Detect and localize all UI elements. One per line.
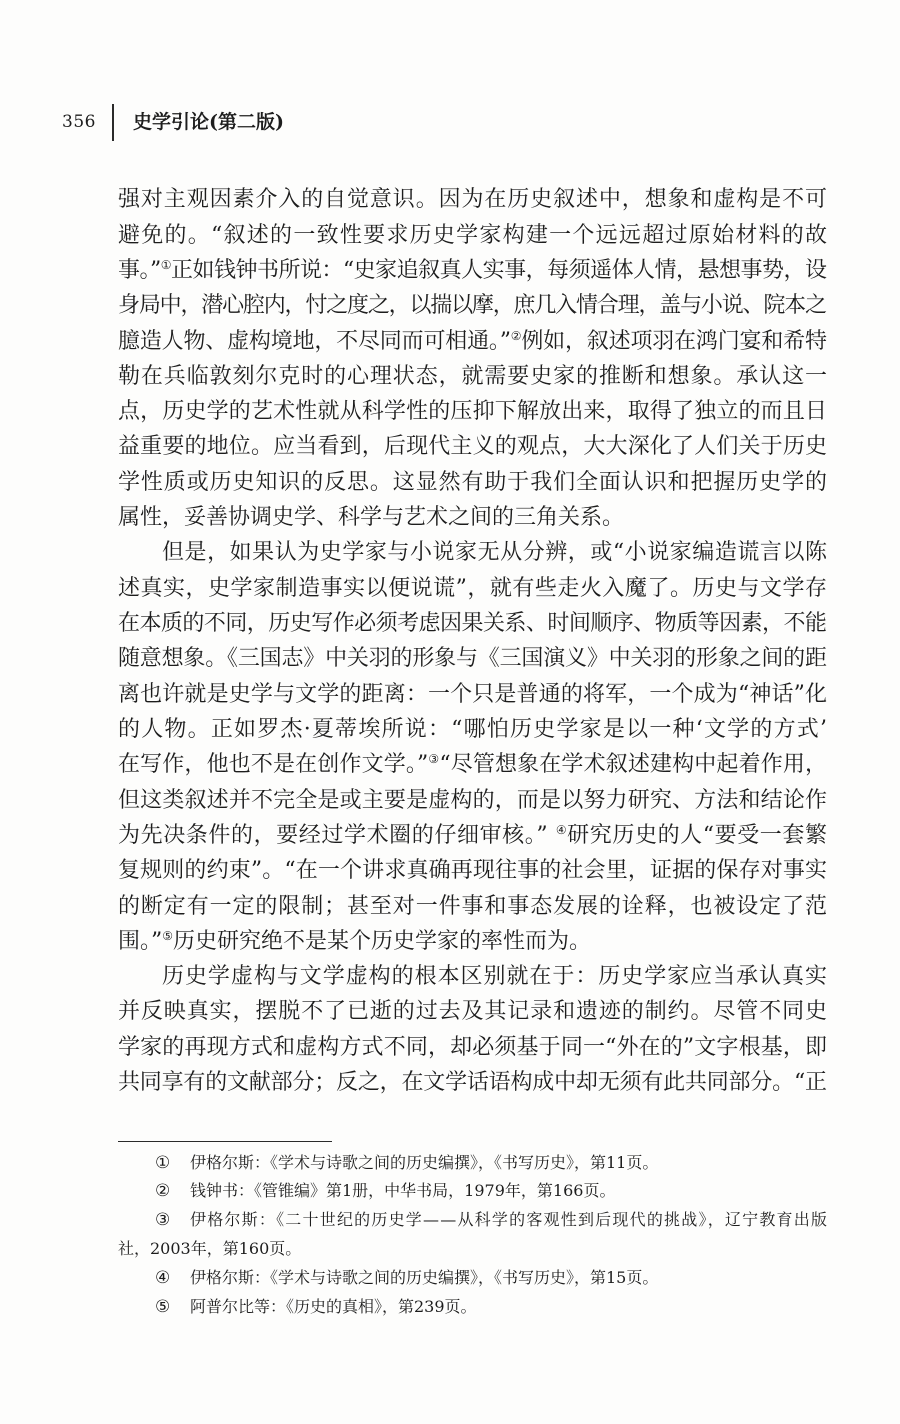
footnote-text: 社，2003年，第160页。 [118, 1238, 302, 1258]
text-run: 述真实，史学家制造事实以便说谎”，就有些走火入魔了。历史与文学存 [118, 575, 828, 601]
footnote-mark: ⑤ [155, 1296, 171, 1317]
text-line [118, 359, 827, 394]
text-line [118, 994, 827, 1029]
footnote-line [118, 1264, 827, 1293]
footnote-mark: ② [155, 1181, 171, 1202]
text-run: 属性，妥善协调史学、科学与艺术之间的三角关系。 [118, 505, 625, 531]
text-run: 学家的再现方式和虚构方式不同，却必须基于同一“外在的”文字根基，即 [118, 1034, 828, 1060]
text-run: 在本质的不同，历史写作必须考虑因果关系、时间顺序、物质等因素，不能 [118, 611, 827, 637]
running-title: 史学引论(第二版) [133, 111, 284, 133]
footnote-ref: ② [510, 328, 522, 343]
footnote-mark: ④ [155, 1267, 171, 1288]
text-run: 但这类叙述并不完全是或主要是虚构的，而是以努力研究、方法和结论作 [118, 787, 828, 813]
text-run: 的断定有一定的限制；甚至对一件事和事态发展的诠释，也被设定了范 [118, 893, 828, 919]
text-line [118, 394, 827, 429]
text-run: 勒在兵临敦刻尔克时的心理状态，就需要史家的推断和想象。承认这一 [118, 363, 828, 389]
footnotes [118, 1149, 827, 1322]
text-run: 学性质或历史知识的反思。这显然有助于我们全面认识和把握历史学的 [118, 469, 828, 495]
text-run: 点，历史学的艺术性就从科学性的压抑下解放出来，取得了独立的而且日 [118, 399, 828, 425]
footnote-line [118, 1149, 827, 1178]
footnote-rule [118, 1141, 332, 1142]
text-run: 研究历史的人“要受一套繁 [567, 822, 828, 848]
text-run: 并反映真实，摆脱不了已逝的过去及其记录和遗迹的制约。尽管不同史 [118, 999, 828, 1025]
text-run: 益重要的地位。应当看到，后现代主义的观点，大大深化了人们关于历史 [118, 434, 828, 460]
header-divider [112, 104, 114, 141]
footnote-mark: ① [155, 1152, 171, 1173]
body-text [118, 182, 827, 1100]
footnote-item [118, 1264, 827, 1293]
text-run: 正如钱钟书所说：“史家追叙真人实事，每须遥体人情，悬想事势，设 [170, 257, 827, 283]
text-run: 例如，叙述项羽在鸿门宴和希特 [521, 328, 827, 354]
text-line [118, 535, 827, 570]
text-line [118, 500, 827, 535]
footnote-text: 钱钟书：《管锥编》第1册，中华书局，1979年，第166页。 [190, 1181, 616, 1201]
text-line [118, 783, 827, 818]
text-line [118, 465, 827, 500]
text-line [118, 429, 827, 464]
footnote-item [118, 1177, 827, 1206]
footnote-ref: ③ [428, 752, 440, 767]
text-run: 随意想象。《三国志》中关羽的形象与《三国演义》中关羽的形象之间的距 [118, 646, 827, 672]
footnote-line [118, 1177, 827, 1206]
text-run: “尽管想象在学术叙述建构中起着作用， [439, 752, 828, 778]
text-run: 历史研究绝不是某个历史学家的率性而为。 [173, 928, 592, 954]
text-run: 身局中，潜心腔内，忖之度之，以揣以摩，庶几入情合理，盖与小说、院本之 [118, 293, 826, 319]
text-line [118, 712, 827, 747]
text-line [118, 288, 827, 323]
footnote-text: 伊格尔斯：《学术与诗歌之间的历史编撰》，《书写历史》，第15页。 [190, 1267, 659, 1287]
page-number: 356 [62, 112, 96, 132]
footnote-item [118, 1293, 827, 1322]
footnote-text: 伊格尔斯：《学术与诗歌之间的历史编撰》，《书写历史》，第11页。 [190, 1152, 659, 1172]
text-run: 离也许就是史学与文学的距离：一个只是普通的将军，一个成为“神话”化 [118, 681, 828, 707]
text-run: 事。” [118, 257, 161, 283]
text-run: 在写作，他也不是在创作文学。” [118, 752, 429, 778]
footnote-mark: ③ [155, 1210, 171, 1231]
text-line [118, 324, 827, 359]
footnote-item [118, 1149, 827, 1178]
text-run: 臆造人物、虚构境地，不尽同而可相通。” [118, 328, 511, 354]
text-run: 为先决条件的，要经过学术圈的仔细审核。” [118, 822, 556, 848]
text-line [118, 677, 827, 712]
text-line [118, 889, 827, 924]
footnote-line [118, 1206, 827, 1235]
text-line [118, 1030, 827, 1065]
text-line [118, 924, 827, 959]
text-run: 复规则的约束”。“在一个讲求真确再现往事的社会里，证据的保存对事实 [118, 858, 828, 884]
text-line [118, 218, 827, 253]
footnote-line [118, 1293, 827, 1322]
text-run: 但是，如果认为史学家与小说家无从分辨，或“小说家编造谎言以陈 [162, 540, 828, 566]
footnote-line [118, 1235, 827, 1264]
text-line [118, 1065, 827, 1100]
text-run: 历史学虚构与文学虚构的根本区别就在于：历史学家应当承认真实 [162, 964, 828, 990]
footnote-text: 伊格尔斯：《二十世纪的历史学——从科学的客观性到后现代的挑战》，辽宁教育出版 [190, 1210, 829, 1230]
text-line [118, 253, 827, 288]
text-run: 避免的。“叙述的一致性要求历史学家构建一个远远超过原始材料的故 [118, 222, 829, 248]
text-line [118, 641, 827, 676]
text-line [118, 853, 827, 888]
text-line [118, 182, 827, 217]
paragraph [118, 535, 827, 959]
footnote-item [118, 1206, 827, 1264]
text-line [118, 606, 827, 641]
footnote-ref: ① [160, 257, 171, 272]
text-run: 的人物。正如罗杰·夏蒂埃所说：“哪怕历史学家是以一种‘文学的方式’ [118, 716, 829, 742]
footnote-ref: ⑤ [162, 928, 174, 943]
paragraph [118, 182, 827, 535]
text-run: 共同享有的文献部分；反之，在文学话语构成中却无须有此共同部分。“正 [118, 1070, 827, 1096]
text-line [118, 959, 827, 994]
footnote-text: 阿普尔比等：《历史的真相》，第239页。 [190, 1296, 477, 1316]
text-run: 围。” [118, 928, 163, 954]
paragraph [118, 959, 827, 1100]
text-line [118, 747, 827, 782]
text-run: 强对主观因素介入的自觉意识。因为在历史叙述中，想象和虚构是不可 [118, 187, 828, 213]
footnote-ref: ④ [555, 822, 568, 837]
text-line [118, 818, 827, 853]
text-line [118, 571, 827, 606]
